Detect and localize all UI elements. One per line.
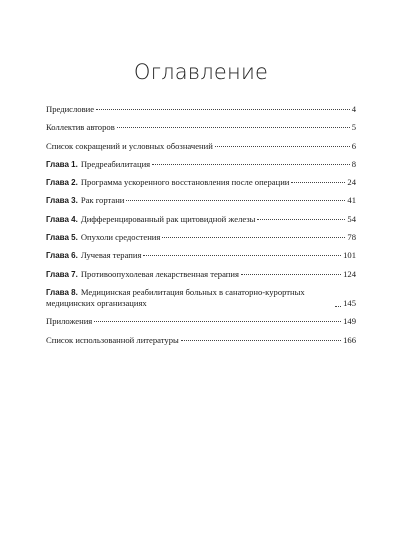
dot-leader xyxy=(215,146,350,147)
toc-entry-text xyxy=(46,214,255,225)
toc-entry-label: Приложения xyxy=(46,316,93,327)
toc-chapter-label: Глава 5. xyxy=(46,233,78,243)
toc-entry[interactable] xyxy=(46,104,356,115)
toc-chapter-label: Глава 3. xyxy=(46,196,78,206)
dot-leader xyxy=(181,340,341,341)
toc-page-number: 145 xyxy=(343,297,356,308)
toc-entry-text xyxy=(46,250,141,261)
toc-entry-label: Дифференцированный рак щитовидной железы xyxy=(80,213,256,224)
toc-page-number: 5 xyxy=(351,122,356,133)
dot-leader xyxy=(152,164,350,165)
toc-page-number: 166 xyxy=(343,334,356,345)
toc-entry-text xyxy=(46,104,94,115)
dot-leader xyxy=(94,321,341,322)
toc-entry[interactable] xyxy=(46,177,356,188)
toc-entry-text xyxy=(46,177,289,188)
toc-chapter-label: Глава 8. xyxy=(46,287,78,297)
toc-chapter-label: Глава 4. xyxy=(46,214,78,224)
page-title: Оглавление xyxy=(133,60,269,84)
toc-page-number: 4 xyxy=(351,104,356,114)
dot-leader xyxy=(117,127,350,128)
toc-chapter-label: Глава 6. xyxy=(46,251,78,261)
toc-entry-text xyxy=(46,316,92,327)
toc-entry-label: Список использованной литературы xyxy=(46,334,179,345)
toc-entry-label: Список сокращений и условных обозначений xyxy=(46,140,213,151)
toc-entry[interactable] xyxy=(46,287,356,309)
toc-entry-label: Предреабилитация xyxy=(80,158,151,169)
toc-page-number: 124 xyxy=(343,268,356,279)
toc-entry-label: Противоопухолевая лекарственная терапия xyxy=(80,268,239,279)
toc-entry[interactable] xyxy=(46,214,356,225)
dot-leader xyxy=(257,219,345,220)
toc-page-number: 41 xyxy=(347,195,356,206)
dot-leader xyxy=(335,306,341,307)
dot-leader xyxy=(126,200,345,201)
toc-entry-text xyxy=(46,232,160,243)
dot-leader xyxy=(241,274,341,275)
toc-page-number: 101 xyxy=(343,250,356,261)
toc-entry[interactable] xyxy=(46,122,356,133)
toc-page-number: 54 xyxy=(347,213,356,224)
dot-leader xyxy=(96,109,350,110)
toc-entry-text xyxy=(46,287,333,309)
toc-entry[interactable] xyxy=(46,159,356,170)
toc-page-number: 78 xyxy=(347,232,356,243)
toc-entry-label: Предисловие xyxy=(46,104,95,114)
toc-entry[interactable] xyxy=(46,316,356,327)
toc-entry[interactable] xyxy=(46,269,356,280)
toc-page xyxy=(46,60,356,353)
toc-entry-text xyxy=(46,269,239,280)
toc-entry-label: Опухоли средостения xyxy=(80,232,161,243)
toc-entry-text xyxy=(46,122,115,133)
toc-list xyxy=(46,104,356,346)
toc-page-number: 149 xyxy=(343,316,356,327)
toc-entry[interactable] xyxy=(46,335,356,346)
toc-page-number: 8 xyxy=(351,158,356,169)
toc-entry-label: Коллектив авторов xyxy=(46,122,115,133)
toc-page-number: 24 xyxy=(347,177,356,188)
toc-entry-text xyxy=(46,159,150,170)
toc-chapter-label: Глава 7. xyxy=(46,269,78,279)
toc-chapter-label: Глава 2. xyxy=(46,178,78,188)
toc-entry-label: Медицинская реабилитация больных в санаторно-курортных медицинских организациях xyxy=(46,286,305,308)
toc-entry-text xyxy=(46,195,124,206)
toc-entry-text xyxy=(46,141,213,152)
toc-entry-label: Лучевая терапия xyxy=(80,250,142,261)
dot-leader xyxy=(291,182,345,183)
toc-entry[interactable] xyxy=(46,195,356,206)
toc-entry[interactable] xyxy=(46,232,356,243)
toc-entry-label: Рак гортани xyxy=(80,195,125,206)
toc-entry[interactable] xyxy=(46,141,356,152)
toc-entry[interactable] xyxy=(46,250,356,261)
dot-leader xyxy=(143,255,341,256)
dot-leader xyxy=(162,237,345,238)
toc-entry-label: Программа ускоренного восстановления после операции xyxy=(80,177,290,188)
toc-chapter-label: Глава 1. xyxy=(46,159,78,169)
toc-entry-text xyxy=(46,335,179,346)
toc-page-number: 6 xyxy=(351,140,356,151)
